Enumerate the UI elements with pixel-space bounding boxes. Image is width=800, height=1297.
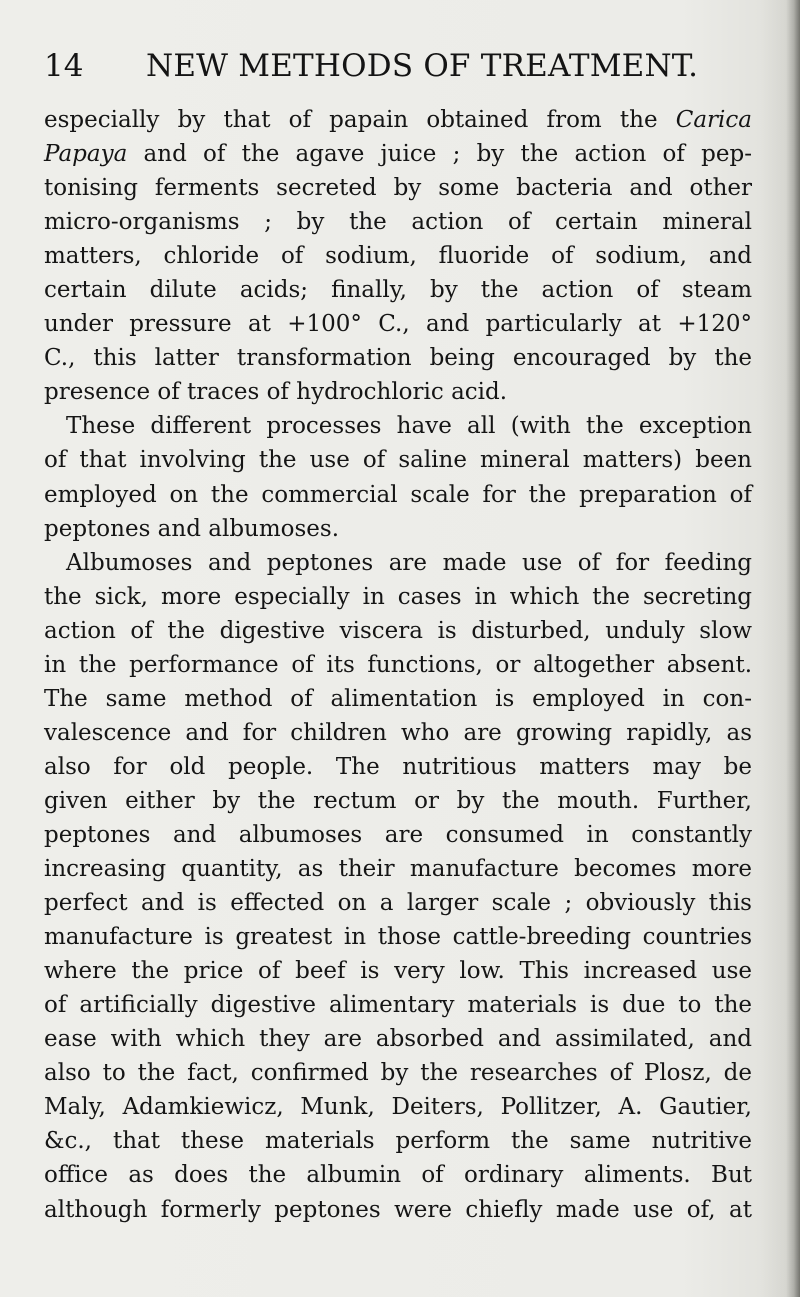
- text-line: of that involving the use of saline mineral matters) been: [44, 447, 752, 474]
- text-line: valescence and for children who are growing rapidly, as: [44, 719, 752, 746]
- text-line: under pressure at +100° C., and particularly at +120°: [44, 311, 752, 338]
- text-line: of artificially digestive alimentary materials is due to the: [44, 992, 752, 1019]
- text-line: also to the fact, confirmed by the researches of Plosz, de: [44, 1060, 752, 1087]
- text-line: peptones and albumoses are consumed in constantly: [44, 821, 752, 848]
- text-line: Maly, Adamkiewicz, Munk, Deiters, Pollitzer, A. Gautier,: [44, 1094, 752, 1121]
- text-line: perfect and is effected on a larger scale ; obviously this: [44, 890, 752, 917]
- text-line: where the price of beef is very low. This increased use: [44, 958, 752, 985]
- text-line: office as does the albumin of ordinary aliments. But: [44, 1162, 752, 1189]
- text-line: &c., that these materials perform the same nutritive: [44, 1128, 752, 1155]
- text-line: also for old people. The nutritious matters may be: [44, 753, 752, 780]
- page-edge-shadow: [786, 0, 800, 1297]
- text-line: although formerly peptones were chiefly made use of, at: [44, 1196, 752, 1223]
- body-text: [44, 103, 752, 1227]
- paragraph-start-line: These different processes have all (with the exception: [66, 413, 752, 440]
- text-line: ease with which they are absorbed and assimilated, and: [44, 1026, 752, 1053]
- text-line: action of the digestive viscera is disturbed, unduly slow: [44, 617, 752, 644]
- page-number: 14: [44, 48, 84, 84]
- text-line: presence of traces of hydrochloric acid.: [44, 379, 508, 406]
- text-line: Papaya and of the agave juice ; by the action of pep-: [44, 141, 752, 168]
- text-line: The same method of alimentation is employed in con-: [44, 685, 752, 712]
- text-line: especially by that of papain obtained from the Carica: [44, 107, 752, 133]
- text-line: C., this latter transformation being encouraged by the: [44, 345, 752, 372]
- paragraph-start-line: Albumoses and peptones are made use of for feeding: [66, 549, 752, 576]
- text-line: in the performance of its functions, or altogether absent.: [44, 651, 752, 678]
- running-head: NEW METHODS OF TREATMENT.: [146, 48, 699, 84]
- text-line: certain dilute acids; finally, by the action of steam: [44, 277, 752, 304]
- text-line: employed on the commercial scale for the preparation of: [44, 481, 752, 508]
- page-header: [44, 46, 734, 86]
- text-line: increasing quantity, as their manufacture becomes more: [44, 856, 752, 883]
- text-line: peptones and albumoses.: [44, 515, 340, 542]
- text-line: given either by the rectum or by the mouth. Further,: [44, 787, 752, 814]
- text-line: manufacture is greatest in those cattle-breeding countries: [44, 924, 752, 951]
- text-line: micro-organisms ; by the action of certain mineral: [44, 209, 752, 236]
- text-line: the sick, more especially in cases in which the secreting: [44, 583, 752, 610]
- text-line: matters, chloride of sodium, fluoride of sodium, and: [44, 243, 752, 270]
- text-line: tonising ferments secreted by some bacteria and other: [44, 175, 752, 202]
